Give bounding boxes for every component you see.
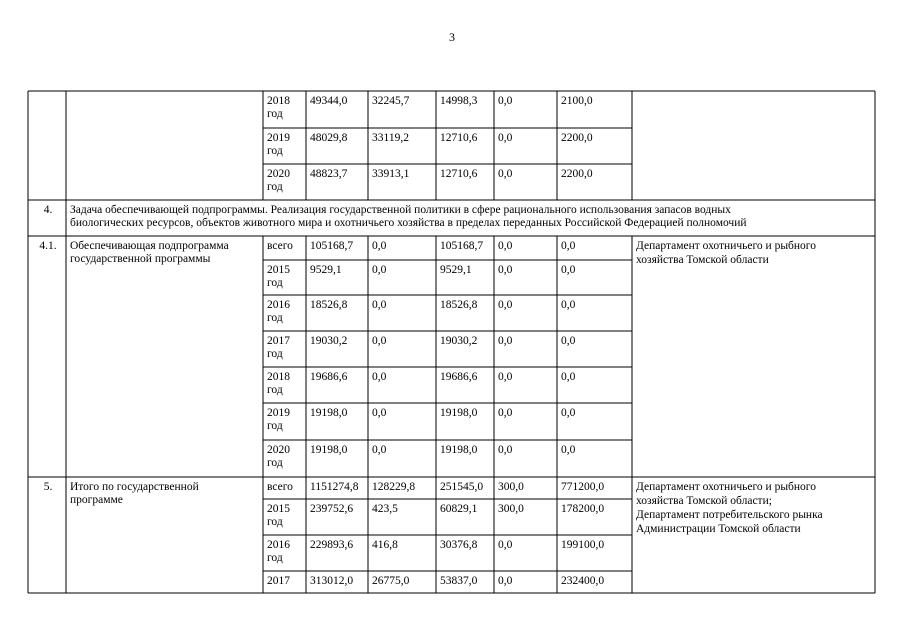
value-federal: 33119,2 — [372, 132, 409, 144]
value-total: 239752,6 — [310, 503, 354, 515]
period-cell: год — [267, 312, 283, 324]
value-federal: 0,0 — [372, 264, 387, 276]
executor-cell: хозяйства Томской области — [636, 254, 769, 266]
period-cell: год — [267, 552, 283, 564]
value-regional: 19198,0 — [440, 407, 478, 419]
period-cell: год — [267, 457, 283, 469]
period-cell: год — [267, 420, 283, 432]
period-cell: 2020 — [267, 168, 290, 180]
value-other: 0,0 — [561, 444, 576, 456]
value-local: 0,0 — [498, 407, 513, 419]
value-regional: 18526,8 — [440, 299, 478, 311]
period-cell: год — [267, 108, 283, 120]
task-text: биологических ресурсов, объектов животного мира и охотничьего хозяйства в пределах переданных Российской Федерацией полномочий — [70, 217, 747, 229]
value-local: 300,0 — [498, 503, 524, 515]
task-text: Задача обеспечивающей подпрограммы. Реализация государственной политики в сфере рационального использования запасов водных — [70, 204, 731, 216]
value-regional: 19030,2 — [440, 335, 478, 347]
row-number: 4. — [43, 204, 53, 216]
value-federal: 0,0 — [372, 407, 387, 419]
executor-cell: Департамент охотничьего и рыбного — [636, 240, 816, 252]
value-other: 771200,0 — [561, 481, 605, 493]
value-regional: 14998,3 — [440, 95, 478, 107]
executor-cell: Департамент потребительского рынка — [636, 509, 823, 521]
value-local: 0,0 — [498, 539, 513, 551]
value-local: 0,0 — [498, 335, 513, 347]
value-total: 48029,8 — [310, 132, 348, 144]
period-cell: 2020 — [267, 444, 290, 456]
value-federal: 0,0 — [372, 240, 387, 252]
value-total: 229893,6 — [310, 539, 354, 551]
value-regional: 12710,6 — [440, 132, 478, 144]
period-cell: год — [267, 348, 283, 360]
period-cell: 2017 — [267, 575, 290, 587]
value-federal: 0,0 — [372, 371, 387, 383]
period-cell: год — [267, 516, 283, 528]
value-local: 0,0 — [498, 575, 513, 587]
value-local: 0,0 — [498, 95, 513, 107]
value-total: 19198,0 — [310, 444, 348, 456]
value-federal: 128229,8 — [372, 481, 416, 493]
value-federal: 26775,0 — [372, 575, 410, 587]
value-regional: 9529,1 — [440, 264, 472, 276]
value-total: 19198,0 — [310, 407, 348, 419]
value-regional: 12710,6 — [440, 168, 478, 180]
value-other: 2100,0 — [561, 95, 593, 107]
value-federal: 0,0 — [372, 299, 387, 311]
period-cell: 2018 — [267, 95, 290, 107]
value-local: 0,0 — [498, 371, 513, 383]
value-total: 1151274,8 — [310, 481, 359, 493]
value-regional: 251545,0 — [440, 481, 484, 493]
period-cell: 2019 — [267, 407, 290, 419]
value-other: 0,0 — [561, 240, 576, 252]
value-total: 49344,0 — [310, 95, 348, 107]
period-cell: 2016 — [267, 299, 290, 311]
period-cell: всего — [267, 481, 293, 493]
budget-table — [39, 95, 822, 587]
value-total: 9529,1 — [310, 264, 342, 276]
value-local: 0,0 — [498, 299, 513, 311]
value-other: 199100,0 — [561, 539, 605, 551]
value-regional: 60829,1 — [440, 503, 478, 515]
executor-cell: Департамент охотничьего и рыбного — [636, 481, 816, 493]
value-local: 0,0 — [498, 444, 513, 456]
period-cell: 2015 — [267, 264, 290, 276]
period-cell: 2018 — [267, 371, 290, 383]
value-other: 0,0 — [561, 371, 576, 383]
value-local: 0,0 — [498, 240, 513, 252]
period-cell: 2015 — [267, 503, 290, 515]
value-total: 18526,8 — [310, 299, 348, 311]
value-federal: 0,0 — [372, 335, 387, 347]
value-total: 19686,6 — [310, 371, 348, 383]
value-total: 19030,2 — [310, 335, 348, 347]
executor-cell: Администрации Томской области — [636, 523, 801, 535]
row-number: 5. — [43, 481, 53, 493]
value-other: 232400,0 — [561, 575, 605, 587]
value-total: 48823,7 — [310, 168, 348, 180]
value-federal: 423,5 — [372, 503, 398, 515]
value-total: 105168,7 — [310, 240, 354, 252]
period-cell: всего — [267, 240, 293, 252]
row-name: программе — [70, 494, 123, 506]
row-number: 4.1. — [39, 240, 57, 252]
value-regional: 19198,0 — [440, 444, 478, 456]
period-cell: 2019 — [267, 132, 290, 144]
value-other: 2200,0 — [561, 168, 593, 180]
value-total: 313012,0 — [310, 575, 354, 587]
value-other: 0,0 — [561, 335, 576, 347]
row-name: Итого по государственной — [70, 481, 199, 493]
period-cell: год — [267, 277, 283, 289]
row-name: государственной программы — [70, 253, 211, 265]
period-cell: год — [267, 384, 283, 396]
value-local: 300,0 — [498, 481, 524, 493]
value-other: 178200,0 — [561, 503, 605, 515]
period-cell: 2016 — [267, 539, 290, 551]
value-other: 2200,0 — [561, 132, 593, 144]
value-regional: 105168,7 — [440, 240, 484, 252]
value-regional: 53837,0 — [440, 575, 478, 587]
value-federal: 0,0 — [372, 444, 387, 456]
value-local: 0,0 — [498, 132, 513, 144]
executor-cell: хозяйства Томской области; — [636, 495, 772, 507]
value-other: 0,0 — [561, 264, 576, 276]
row-name: Обеспечивающая подпрограмма — [70, 240, 229, 252]
period-cell: год — [267, 181, 283, 193]
value-local: 0,0 — [498, 264, 513, 276]
value-local: 0,0 — [498, 168, 513, 180]
value-other: 0,0 — [561, 299, 576, 311]
value-federal: 33913,1 — [372, 168, 410, 180]
period-cell: год — [267, 145, 283, 157]
value-regional: 30376,8 — [440, 539, 478, 551]
page-number: 3 — [449, 30, 455, 44]
value-other: 0,0 — [561, 407, 576, 419]
period-cell: 2017 — [267, 335, 290, 347]
value-federal: 32245,7 — [372, 95, 410, 107]
value-regional: 19686,6 — [440, 371, 478, 383]
value-federal: 416,8 — [372, 539, 398, 551]
